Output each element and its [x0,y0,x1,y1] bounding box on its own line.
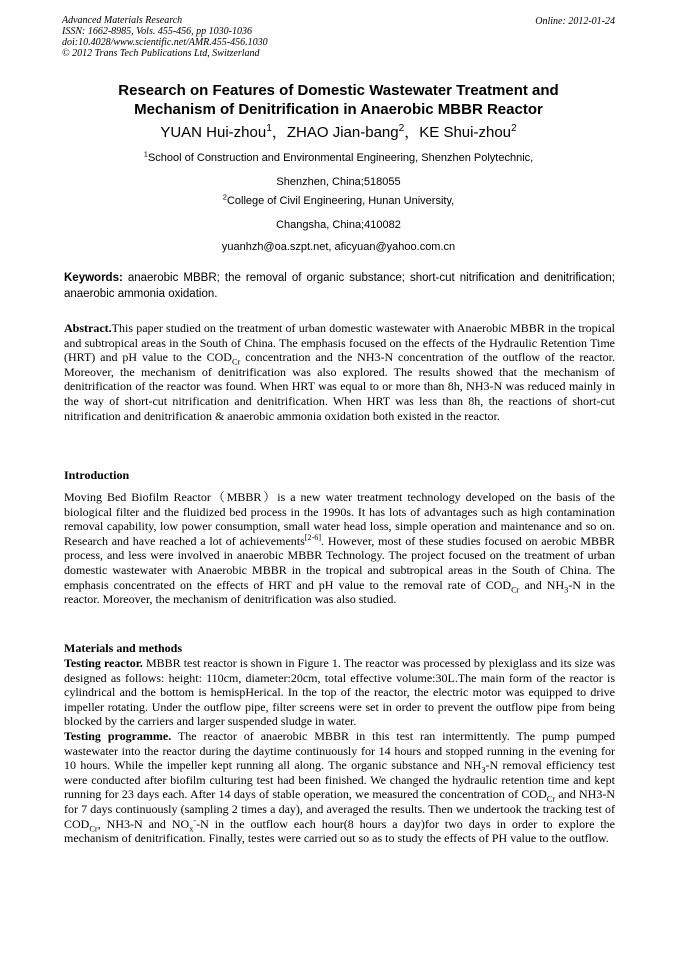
methods-text [64,656,615,846]
author-2-sup: 2 [398,123,405,134]
citation-ref: [2-6] [304,532,322,542]
section-heading-introduction: Introduction [64,468,130,482]
title-line-1: Research on Features of Domestic Wastewater Treatment and [118,82,559,99]
author-2: ZHAO Jian-bang [286,124,399,141]
journal-name: Advanced Materials Research [62,15,183,26]
author-3-sup: 2 [511,123,517,134]
doi-line: doi:10.4028/www.scientific.net/AMR.455-456.1030 [62,37,268,48]
section-heading-methods: Materials and methods [64,641,182,655]
affiliation-2-line-1: $^2$College of Civil Engineering, Hunan University, [222,192,455,207]
abstract-label: Abstract. [64,321,112,335]
testing-programme-label: Testing programme. [64,728,172,743]
affiliation-1-sup: 1 [143,149,148,159]
author-emails: yuanhzh@oa.szpt.net, aficyuan@yahoo.com.cn [221,241,456,253]
testing-reactor-label: Testing reactor. [64,656,143,670]
affiliation-1-line-1: $^1$School of Construction and Environmental Engineering, Shenzhen Polytechnic, [143,149,534,164]
author-separator: ， [404,124,420,141]
affiliation-2-line-2: Changsha, China;410082 [276,219,401,231]
keywords-text: anaerobic MBBR; the removal of organic substance; short-cut nitrification and denitrification; anaerobic ammonia oxidation. [64,272,615,300]
keywords-label: Keywords: [64,272,123,284]
author-list [62,124,615,142]
issn-line: ISSN: 1662-8985, Vols. 455-456, pp 1030-1036 [62,26,252,37]
keywords [64,271,615,302]
paper-title [62,82,615,119]
author-separator: ， [271,124,287,141]
testing-reactor-paragraph: Testing reactor. MBBR test reactor is shown in Figure 1. The reactor was processed by plexiglass and its size was designed as follows: height: 110cm, diameter:20cm, total effective volume:30L.The main form of the reactor is cylindrical and the bottom is hemispHerical. In the top of the reactor, the electric motor was equipped to drive impeller rotating. Under the outflow pipe, filter screens were set in order to prevent the outflow pipe from being blocked by the carriers and larger suspended sludge in water. [64,656,615,729]
online-date: Online: 2012-01-24 [535,16,615,27]
abstract: Abstract.This paper studied on the treatment of urban domestic wastewater with Anaerobic MBBR in the tropical and subtropical areas in the South of China. The emphasis focused on the effects of the Hydraulic Retention Time (HRT) and pH value to the $COD_{Cr}$ concentration and the NH3-N concentration of the outflow of the reactor. Moreover, the mechanism of denitrification was also explored. The results showed that the mechanism of denitrification of the reactor was found. When HRT was equal to or more than 8h, NH3-N was reduced mainly in the way of short-cut nitrification and denitrification. When HRT was less than 8h, the reactions of short-cut nitrification and denitrification & anaerobic ammonia oxidation both existed in the reactor. [64,321,615,423]
author-1-sup: 1 [266,123,272,134]
copyright-line: © 2012 Trans Tech Publications Ltd, Switzerland [62,48,260,59]
author-1: YUAN Hui-zhou [160,124,267,141]
introduction-paragraph: Moving Bed Biofilm Reactor（MBBR）is a new water treatment technology developed on the basis of the biological filter and the fluidized bed process in the 1990s. It has lots of advantages such as high contamination removal capability, low power consumption, small water head loss, simple operation and maintenance and so on. Research and have reached a lot of achievements[2-6]. However, most of these studies focused on aerobic MBBR process, and less were involved in anaerobic MBBR Technology. The project focused on the treatment of urban domestic wastewater with Anaerobic MBBR in the tropical and subtropical areas in the South of China. The emphasis concentrated on the effects of HRT and pH value to the removal rate of $COD_{Cr}$ and $NH_3-N$ in the reactor. Moreover, the mechanism of denitrification was also studied. [64,490,615,607]
affiliation-1-line-2: Shenzhen, China;518055 [276,176,401,188]
testing-programme-paragraph: Testing programme. The reactor of anaerobic MBBR in this test ran intermittently. The pump pumped wastewater into the reactor during the daytime continuously for 14 hours and stopped running in the evening for 10 hours. While the impeller kept running all along. The organic substance and $NH_3-N$ removal efficiency test were conducted after biofilm culturing test had been finished. We changed the hydraulic retention time and kept running for 23 days each. After 14 days of stable operation, we measured the concentration of $COD_{Cr}$ and NH3-N for 7 days continuously (sampling 2 times a day), and averaged the results. Then we undertook the tracking test of $COD_{Cr}$, NH3-N and $NO_x^--N$ in the outflow each hour(8 hours a day)for two days in order to explore the mechanism of denitrification. Finally, testes were carried out so as to study the effects of PH value to the outflow. [64,728,616,846]
affiliation-2-sup: 2 [222,192,227,202]
title-line-2: Mechanism of Denitrification in Anaerobic MBBR Reactor [134,100,543,118]
author-3: KE Shui-zhou [419,124,512,141]
